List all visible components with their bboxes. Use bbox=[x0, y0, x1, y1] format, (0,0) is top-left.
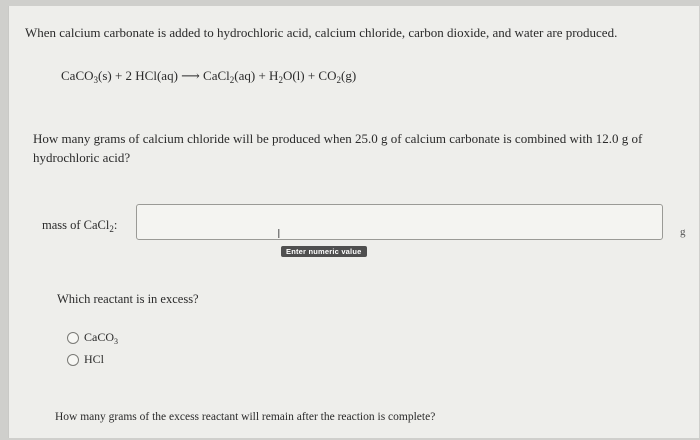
option-hcl-text: HCl bbox=[84, 352, 105, 366]
eq-product2-state: O(l) + CO bbox=[282, 68, 337, 83]
eq-product2-sub: 2 bbox=[278, 75, 283, 85]
eq-product3-sub: 2 bbox=[336, 75, 341, 85]
option-caco3-sub: 3 bbox=[114, 337, 118, 346]
eq-product1-sub: 2 bbox=[229, 75, 235, 85]
text-cursor-icon: I bbox=[277, 227, 281, 241]
problem-page bbox=[8, 6, 699, 438]
problem-question: How many grams of calcium chloride will be produced when 25.0 g of calcium carbonate is combined with 12.0 g of hydrochloric acid? bbox=[33, 131, 643, 165]
chemical-equation bbox=[61, 68, 356, 85]
mass-label-suffix: : bbox=[113, 218, 118, 232]
mass-field-label bbox=[42, 218, 117, 234]
eq-product1-state: (aq) + H bbox=[234, 68, 279, 83]
option-caco3-label bbox=[84, 330, 118, 346]
eq-product3-state: (g) bbox=[341, 68, 357, 83]
option-caco3-text: CaCO bbox=[84, 330, 114, 344]
option-hcl[interactable] bbox=[67, 352, 104, 367]
radio-hcl[interactable] bbox=[67, 354, 79, 366]
eq-reactant1: CaCO bbox=[61, 68, 94, 83]
mass-label-sub: 2 bbox=[109, 224, 114, 234]
radio-caco3[interactable] bbox=[67, 332, 79, 344]
eq-product1: CaCl bbox=[203, 68, 230, 83]
mass-label-prefix: mass of CaCl bbox=[42, 218, 110, 232]
mass-answer-input[interactable] bbox=[136, 204, 663, 240]
excess-question: Which reactant is in excess? bbox=[57, 292, 199, 306]
remaining-question: How many grams of the excess reactant will remain after the reaction is complete? bbox=[55, 411, 436, 423]
eq-reactant1-sub: 3 bbox=[93, 75, 98, 85]
eq-reactant1-state: (s) + 2 HCl(aq) ⟶ bbox=[98, 68, 204, 83]
problem-intro: When calcium carbonate is added to hydrochloric acid, calcium chloride, carbon dioxide, and water are produced. bbox=[25, 25, 618, 40]
option-caco3[interactable] bbox=[67, 330, 118, 346]
mass-unit-label: g bbox=[680, 226, 686, 238]
numeric-value-tooltip: Enter numeric value bbox=[281, 246, 367, 257]
